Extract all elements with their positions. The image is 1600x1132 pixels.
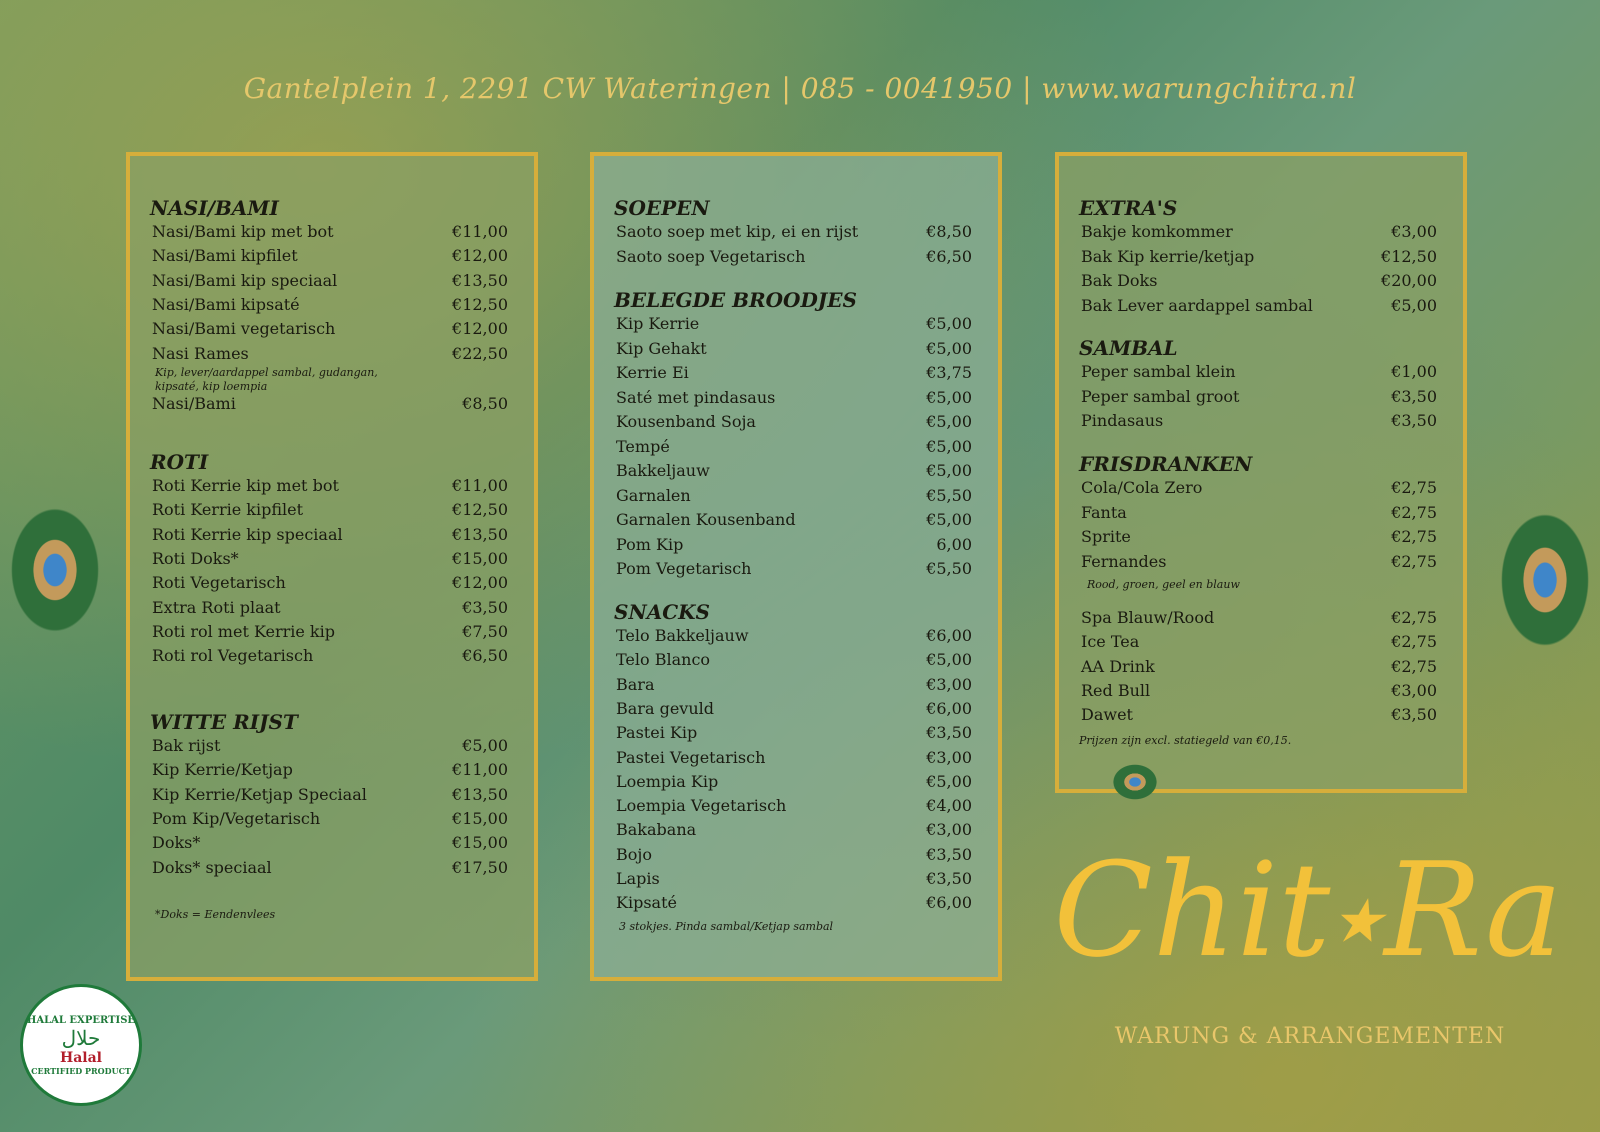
item-name: Cola/Cola Zero <box>1081 478 1203 497</box>
item-name: Roti Doks* <box>152 548 239 568</box>
halal-badge-label: Halal <box>59 1049 102 1066</box>
item-price: €15,00 <box>452 808 508 828</box>
menu-item <box>616 534 972 557</box>
menu-item <box>152 394 508 416</box>
menu-item <box>616 723 972 745</box>
section-title-frisdranken: FRISDRANKEN <box>1079 452 1253 476</box>
menu-item <box>616 485 972 508</box>
item-name: Sprite <box>1081 527 1131 546</box>
item-name: Dawet <box>1081 705 1133 725</box>
section-title-sambal: SAMBAL <box>1079 336 1178 360</box>
item-price: €3,00 <box>1391 222 1437 241</box>
menu-item <box>1081 386 1437 409</box>
item-name: Garnalen Kousenband <box>616 510 796 529</box>
menu-item <box>1081 608 1437 630</box>
item-name: Kip Kerrie/Ketjap Speciaal <box>152 784 367 804</box>
item-price: €5,00 <box>1391 295 1437 315</box>
menu-item <box>152 246 508 268</box>
item-name: Bojo <box>616 844 652 864</box>
section-title-soepen: SOEPEN <box>614 196 710 220</box>
statiegeld-note: Prijzen zijn excl. statiegeld van €0,15. <box>1079 734 1292 747</box>
chitra-logo <box>1028 834 1588 992</box>
item-name: Pom Kip <box>616 534 684 554</box>
item-name: AA Drink <box>1081 656 1155 676</box>
menu-item <box>152 222 508 244</box>
item-price: €12,50 <box>1381 246 1437 266</box>
peacock-feather-right-icon <box>1495 505 1595 655</box>
item-price: €2,75 <box>1391 478 1437 497</box>
item-name: Peper sambal klein <box>1081 362 1236 381</box>
item-price: €8,50 <box>462 394 508 413</box>
menu-item <box>1081 222 1437 244</box>
item-price: €7,50 <box>462 621 508 641</box>
item-name: Fernandes <box>1081 551 1167 571</box>
menu-item <box>616 510 972 532</box>
menu-item <box>152 476 508 498</box>
menu-item <box>152 343 508 366</box>
menu-item <box>1081 502 1437 525</box>
item-price: €6,50 <box>926 246 972 266</box>
item-price: €6,00 <box>926 893 972 913</box>
doks-note: *Doks = Eendenvlees <box>155 908 276 921</box>
item-name: Pastei Vegetarisch <box>616 747 766 767</box>
item-price: €12,00 <box>452 246 508 266</box>
menu-item <box>152 646 508 668</box>
item-price: €3,50 <box>1391 411 1437 430</box>
menu-item <box>616 387 972 410</box>
item-price: €5,00 <box>926 412 972 431</box>
menu-item <box>1081 551 1437 574</box>
item-name: Bak Kip kerrie/ketjap <box>1081 246 1255 266</box>
item-name: Bara gevuld <box>616 698 714 718</box>
item-price: €3,00 <box>1391 680 1437 700</box>
item-price: €3,50 <box>926 723 972 743</box>
menu-item <box>616 461 972 483</box>
section-title-witte-rijst: WITTE RIJST <box>150 710 298 734</box>
item-price: €11,00 <box>452 476 508 495</box>
item-price: €5,00 <box>926 510 972 529</box>
item-price: €15,00 <box>452 833 508 853</box>
item-name: Bak Doks <box>1081 271 1158 290</box>
address-header: Gantelplein 1, 2291 CW Wateringen | 085 - 0041950 | www.warungchitra.nl <box>243 72 1357 105</box>
logo-name-left: Chit <box>1053 834 1331 986</box>
item-name: Saoto soep met kip, ei en rijst <box>616 222 859 241</box>
menu-item <box>152 833 508 855</box>
item-price: €13,50 <box>452 524 508 544</box>
item-name: Pastei Kip <box>616 723 698 743</box>
menu-item <box>616 314 972 336</box>
item-price: €13,50 <box>452 270 508 290</box>
item-price: €15,00 <box>452 548 508 568</box>
item-name: Doks* speciaal <box>152 857 272 877</box>
menu-item <box>616 844 972 867</box>
item-price: €6,00 <box>926 626 972 645</box>
item-name: Telo Blanco <box>616 650 711 670</box>
item-name: Garnalen <box>616 485 691 505</box>
item-name: Kip Gehakt <box>616 338 707 358</box>
logo-name-right: Ra <box>1384 834 1563 986</box>
item-name: Lapis <box>616 869 660 888</box>
item-price: €11,00 <box>452 760 508 780</box>
menu-panel-extras-sambal-frisdranken <box>1055 152 1467 793</box>
menu-item <box>616 674 972 697</box>
item-price: €12,00 <box>452 573 508 593</box>
menu-item <box>152 808 508 831</box>
menu-item <box>616 869 972 891</box>
menu-item <box>1081 680 1437 703</box>
halal-badge-arabic: حلال <box>61 1025 101 1050</box>
halal-badge-bottom-text: CERTIFIED PRODUCT <box>31 1065 131 1076</box>
item-price: €3,50 <box>1391 705 1437 725</box>
item-price: €2,75 <box>1391 502 1437 522</box>
menu-item <box>616 338 972 361</box>
section-title-belegde-broodjes: BELEGDE BROODJES <box>614 288 857 312</box>
section-title-nasi-bami: NASI/BAMI <box>150 196 279 220</box>
menu-item <box>1081 411 1437 433</box>
halal-badge <box>20 984 142 1106</box>
item-name: Pom Kip/Vegetarisch <box>152 808 321 828</box>
menu-item <box>616 559 972 581</box>
menu-item <box>616 796 972 818</box>
menu-item <box>616 698 972 721</box>
menu-item <box>1081 362 1437 384</box>
menu-item <box>152 548 508 571</box>
item-price: €5,00 <box>926 461 972 480</box>
item-name: Nasi Rames <box>152 343 249 363</box>
item-name: Roti Kerrie kip met bot <box>152 476 339 495</box>
item-name: Bakabana <box>616 820 697 840</box>
item-name: Pindasaus <box>1081 411 1164 430</box>
item-name: Roti rol Vegetarisch <box>152 646 314 666</box>
item-price: €3,00 <box>926 674 972 694</box>
menu-item <box>1081 527 1437 549</box>
item-price: €20,00 <box>1381 271 1437 290</box>
menu-item <box>616 893 972 915</box>
menu-item <box>616 747 972 770</box>
menu-item <box>152 270 508 293</box>
menu-item <box>152 621 508 644</box>
item-price: €3,50 <box>926 844 972 864</box>
section-title-snacks: SNACKS <box>614 600 710 624</box>
item-price: €5,00 <box>926 436 972 456</box>
menu-item <box>616 771 972 794</box>
item-name: Nasi/Bami kipsaté <box>152 294 300 314</box>
item-name: Red Bull <box>1081 680 1151 700</box>
item-name: Roti Vegetarisch <box>152 573 286 593</box>
item-price: €5,00 <box>926 771 972 791</box>
item-name: Telo Bakkeljauw <box>616 626 749 645</box>
menu-item <box>152 597 508 620</box>
item-name: Ice Tea <box>1081 632 1140 652</box>
item-price: €5,00 <box>926 338 972 358</box>
item-name: Roti Kerrie kip speciaal <box>152 524 343 544</box>
item-price: €5,00 <box>926 387 972 407</box>
item-price: €5,50 <box>926 559 972 578</box>
menu-item <box>152 784 508 807</box>
item-name: Pom Vegetarisch <box>616 559 752 578</box>
item-price: €17,50 <box>452 857 508 877</box>
menu-item <box>616 246 972 269</box>
item-name: Nasi/Bami kip met bot <box>152 222 334 241</box>
menu-item <box>1081 271 1437 293</box>
item-price: €5,00 <box>926 650 972 670</box>
menu-item <box>152 736 508 758</box>
kipsate-note: 3 stokjes. Pinda sambal/Ketjap sambal <box>619 920 834 933</box>
menu-item <box>152 760 508 782</box>
item-name: Doks* <box>152 833 201 853</box>
item-name: Nasi/Bami <box>152 394 236 413</box>
halal-badge-top-text: HALAL EXPERTISE <box>26 1014 136 1026</box>
item-name: Fanta <box>1081 502 1127 522</box>
menu-panel-soepen-broodjes-snacks <box>590 152 1002 981</box>
item-price: €5,50 <box>926 485 972 505</box>
item-price: €3,00 <box>926 820 972 840</box>
logo-star-icon: ★ <box>1330 886 1385 957</box>
menu-panel-nasi-roti-rijst <box>126 152 538 981</box>
menu-item <box>152 294 508 317</box>
logo-subtitle: WARUNG & ARRANGEMENTEN <box>1114 1024 1506 1049</box>
menu-item <box>152 524 508 547</box>
fernandes-note: Rood, groen, geel en blauw <box>1087 578 1240 591</box>
item-price: €8,50 <box>926 222 972 241</box>
item-price: €4,00 <box>926 796 972 816</box>
item-name: Loempia Kip <box>616 771 719 791</box>
menu-item <box>616 650 972 672</box>
item-name: Bak Lever aardappel sambal <box>1081 295 1313 315</box>
menu-item <box>152 857 508 880</box>
item-name: Bara <box>616 674 655 694</box>
item-name: Peper sambal groot <box>1081 386 1240 406</box>
item-name: Roti Kerrie kipfilet <box>152 500 304 520</box>
menu-item <box>1081 632 1437 654</box>
item-price: €12,50 <box>452 500 508 520</box>
menu-item <box>1081 246 1437 269</box>
item-price: €13,50 <box>452 784 508 804</box>
menu-item <box>616 363 972 385</box>
item-price: €1,00 <box>1391 362 1437 381</box>
menu-item <box>152 500 508 522</box>
menu-item <box>616 436 972 459</box>
item-name: Nasi/Bami kip speciaal <box>152 270 338 290</box>
item-name: Kip Kerrie/Ketjap <box>152 760 293 780</box>
item-name: Spa Blauw/Rood <box>1081 608 1215 627</box>
item-price: €5,00 <box>462 736 508 755</box>
item-price: €5,00 <box>926 314 972 333</box>
item-price: €3,00 <box>926 747 972 767</box>
item-name: Tempé <box>616 436 670 456</box>
item-name: Kip Kerrie <box>616 314 700 333</box>
item-name: Kousenband Soja <box>616 412 756 431</box>
menu-item <box>1081 478 1437 500</box>
item-name: Loempia Vegetarisch <box>616 796 787 816</box>
item-name: Saoto soep Vegetarisch <box>616 246 806 266</box>
item-name: Bakkeljauw <box>616 461 710 480</box>
section-title-extras: EXTRA'S <box>1079 196 1178 220</box>
item-price: €2,75 <box>1391 656 1437 676</box>
item-price: €12,50 <box>452 294 508 314</box>
item-price: €12,00 <box>452 319 508 339</box>
menu-item <box>1081 295 1437 318</box>
item-price: €2,75 <box>1391 551 1437 571</box>
item-price: €3,75 <box>926 363 972 382</box>
menu-item <box>616 412 972 434</box>
item-name: Bak rijst <box>152 736 221 755</box>
item-price: €6,00 <box>926 698 972 718</box>
item-price: €6,50 <box>462 646 508 666</box>
menu-item <box>152 573 508 595</box>
item-price: €3,50 <box>926 869 972 888</box>
item-price: €2,75 <box>1391 608 1437 627</box>
item-price: €11,00 <box>452 222 508 241</box>
item-name: Kipsaté <box>616 893 677 913</box>
menu-item <box>616 222 972 244</box>
item-price: 6,00 <box>936 534 972 554</box>
peacock-feather-small-icon <box>1110 762 1160 802</box>
item-name: Nasi/Bami vegetarisch <box>152 319 336 339</box>
item-name: Bakje komkommer <box>1081 222 1233 241</box>
item-price: €3,50 <box>1391 386 1437 406</box>
item-price: €2,75 <box>1391 632 1437 652</box>
peacock-feather-left-icon <box>5 500 105 640</box>
nasi-rames-note: Kip, lever/aardappel sambal, gudangan, kipsaté, kip loempia <box>155 366 378 393</box>
item-price: €3,50 <box>462 597 508 617</box>
item-price: €2,75 <box>1391 527 1437 546</box>
item-price: €22,50 <box>452 343 508 363</box>
menu-item <box>1081 705 1437 727</box>
item-name: Extra Roti plaat <box>152 597 281 617</box>
section-title-roti: ROTI <box>150 450 209 474</box>
item-name: Roti rol met Kerrie kip <box>152 621 335 641</box>
item-name: Nasi/Bami kipfilet <box>152 246 298 266</box>
item-name: Saté met pindasaus <box>616 387 776 407</box>
menu-item <box>152 319 508 341</box>
menu-item <box>616 626 972 648</box>
item-name: Kerrie Ei <box>616 363 689 382</box>
menu-item <box>1081 656 1437 679</box>
menu-item <box>616 820 972 842</box>
